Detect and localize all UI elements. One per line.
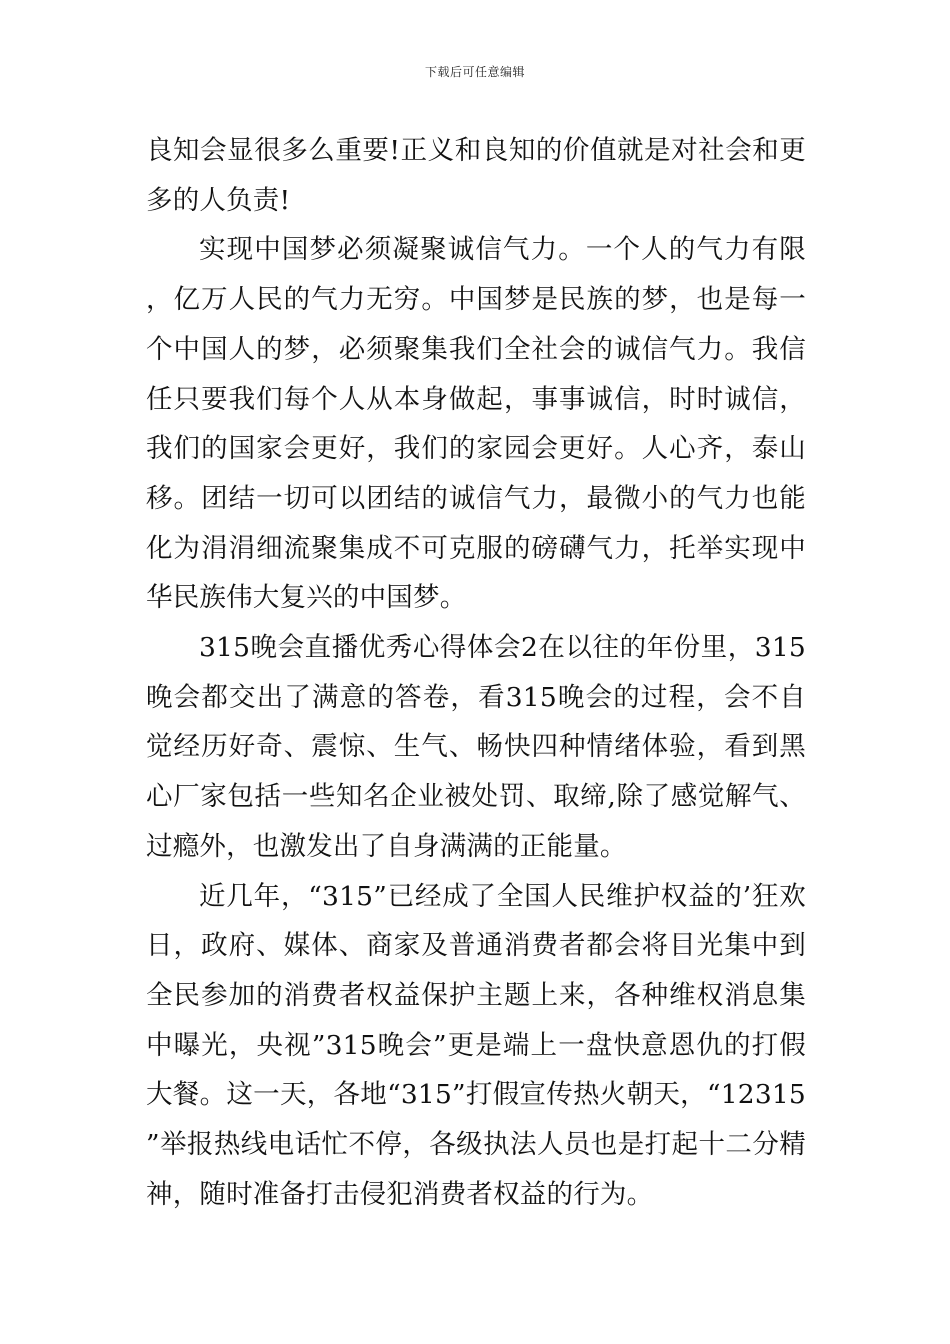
header-note: 下载后可任意编辑 [424, 65, 525, 79]
paragraph-2: 实现中国梦必须凝聚诚信气力。一个人的气力有限，亿万人民的气力无穷。中国梦是民族的梦，也是每一个中国人的梦，必须聚集我们全社会的诚信气力。我信任只要我们每个人从本身做起，事事诚信，时时诚信，我们的国家会更好，我们的家园会更好。人心齐，泰山移。团结一切可以团结的诚信气力，最微小的气力也能化为涓涓细流聚集成不可克服的磅礴气力，托举实现中华民族伟大复兴的中国梦。 [146, 234, 806, 614]
paragraph-3: 315晚会直播优秀心得体会2在以往的年份里，315晚会都交出了满意的答卷，看315晚会的过程，会不自觉经历好奇、震惊、生气、畅快四种情绪体验，看到黑心厂家包括一些知名企业被处罚、取缔,除了感觉解气、过瘾外，也激发出了自身满满的正能量。 [146, 632, 806, 862]
document-body [146, 126, 806, 1219]
paragraph-4: 近几年，“315”已经成了全国人民维护权益的’狂欢日，政府、媒体、商家及普通消费者都会将目光集中到全民参加的消费者权益保护主题上来，各种维权消息集中曝光，央视”315晚会”更是端上一盘快意恩仇的打假大餐。这一天，各地“315”打假宣传热火朝天，“12315”举报热线电话忙不停，各级执法人员也是打起十二分精神，随时准备打击侵犯消费者权益的行为。 [146, 880, 806, 1210]
paragraph-1: 良知会显很多么重要!正义和良知的价值就是对社会和更多的人负责! [146, 135, 806, 216]
